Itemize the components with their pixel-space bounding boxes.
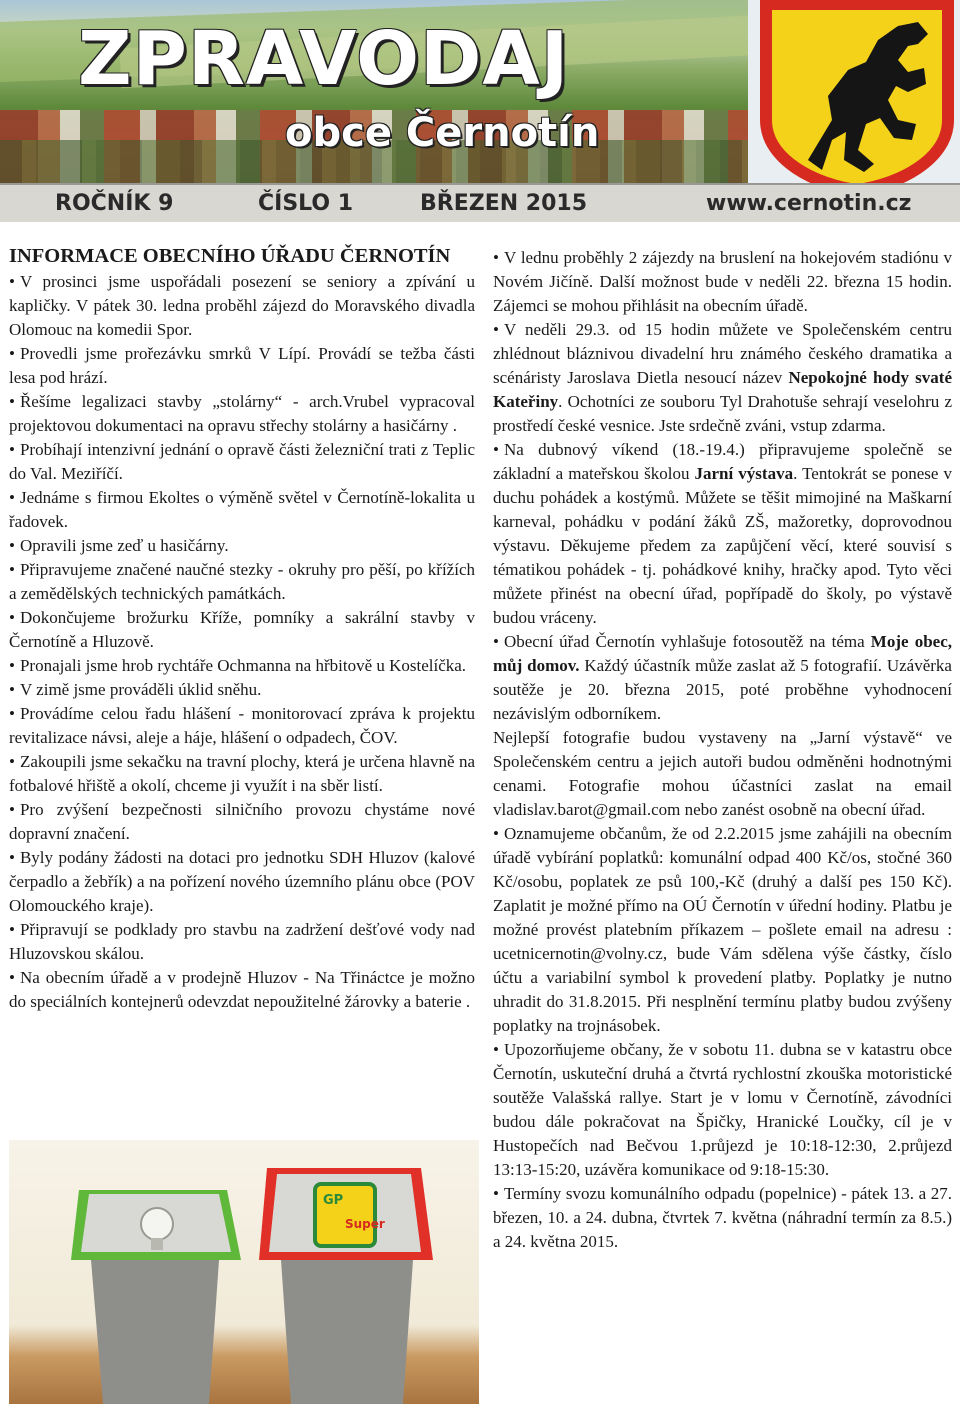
battery-label: Super [345, 1217, 385, 1231]
coat-of-arms-horse-icon [748, 0, 960, 190]
list-item: • Pro zvýšení bezpečnosti silničního provozu chystáme nové dopravní značení. [9, 800, 475, 843]
exhibition-title: Jarní výstava [694, 464, 794, 483]
list-item: • Jednáme s firmou Ekoltes o výměně světel v Černotíně-lokalita u řadovek. [9, 488, 475, 531]
issue-info-bar [0, 183, 960, 222]
list-item: • Zakoupili jsme sekačku na travní plochy, která je určena hlavně na fotbalové hřiště a okolí, chceme ji využít i na sběr listí. [9, 752, 475, 795]
masthead-banner [0, 0, 960, 222]
left-column [9, 244, 475, 1014]
list-item: • Dokončujeme brožurku Kříže, pomníky a sakrální stavby v Černotíně a Hluzově. [9, 608, 475, 651]
list-item: • Opravili jsme zeď u hasičárny. [9, 536, 229, 555]
battery-brand: GP [323, 1193, 344, 1208]
list-item: • Termíny svozu komunálního odpadu (popelnice) - pátek 13. a 27. březen, 10. a 24. dubna, čtvrtek 7. května (náhradní termín za 8.5.) a 24. května 2015. [493, 1184, 952, 1251]
list-item: • Provádíme celou řadu hlášení - monitorovací zpráva k projektu revitalizace návsi, aleje a háje, hlášení o odpadech, ČOV. [9, 704, 475, 747]
list-item: • V lednu proběhly 2 zájezdy na bruslení na hokejovém stadiónu v Novém Jičíně. Další možnost bude v neděli 22. března 15 hodin. Zájemci se mohou přihlásit na obecním úřadě. [493, 248, 952, 315]
list-item: • Provedli jsme prořezávku smrků V Lípí. Provádí se težba části lesa pod hrází. [9, 344, 475, 387]
section-heading: INFORMACE OBECNÍHO ÚŘADU ČERNOTÍN [9, 245, 451, 267]
list-item: • V neděli 29.3. od 15 hodin můžete ve Společenském centru zhlédnout bláznivou divadelní hru známého českého dramatika a scénáristy Jaroslava Dietla nesoucí název Nepokojné hody svaté Kateřiny. Ochotníci ze souboru Tyl Drahotuše sehrají veselohru z prostředí české vesnice. Jste srdečně zváni, vstup zdarma. [493, 320, 952, 435]
list-item: • Oznamujeme občanům, že od 2.2.2015 jsme zahájili na obecním úřadě vybírání poplatků: komunální odpad 400 Kč/os, stočné 360 Kč/osobu, poplatek ze psů 100,-Kč (druhý a další pes 150 Kč). Zaplatit je možné přímo na OÚ Černotín v úřední hodiny. Platbu je možné provést platebním příkazem – pošlete email na adresu : ucetnicernotin@volny.cz, bude Vám sdělena výše částky, číslo účtu a variabilní symbol k provedení platby. Poplatky je nutno uhradit do 31.8.2015. Při nesplnění termínu platby budou zvýšeny poplatky na trojnásobek. [493, 824, 952, 1035]
issue-date-label: BŘEZEN 2015 [420, 191, 588, 216]
issue-number-label: ČÍSLO 1 [258, 191, 354, 216]
list-item: • V zimě jsme prováděli úklid sněhu. [9, 680, 262, 699]
list-item: • Obecní úřad Černotín vyhlašuje fotosoutěž na téma Moje obec, můj domov. Každý účastník může zaslat až 5 fotografií. Uzávěrka soutěže je 20. března 2015, poté proběhne vyhodnocení nezávislým odborníkem. [493, 632, 952, 723]
newsletter-subtitle: obce Černotín [285, 110, 600, 156]
list-item: • Řešíme legalizaci stavby „stolárny“ - arch.Vrubel vypracoval projektovou dokumentaci na opravu střechy stolárny a hasičárny . [9, 392, 475, 435]
list-item: • Probíhají intenzivní jednání o opravě části železniční trati z Teplic do Val. Meziříčí. [9, 440, 475, 483]
list-item: • Upozorňujeme občany, že v sobotu 11. dubna se v katastru obce Černotín, uskuteční druhá a čtvrtá rychlostní zkouška motoristické soutěže Valašská rallye. Start je v lomu v Černotíně, závodníci budou dále pokračovat na Špičky, Hranické Loučky, cíl je v Hustopečích nad Bečvou 1.průjezd je 10:18-12:30, 2.průjezd 13:13-15:20, uzávěra komunikace od 9:18-15:30. [493, 1040, 952, 1179]
list-item: • Pronajali jsme hrob rychtáře Ochmanna na hřbitově u Kostelíčka. [9, 656, 467, 675]
photo-contest-theme: Moje obec, můj domov. [493, 632, 952, 675]
list-item: • Připravujeme značené naučné stezky - okruhy pro pěší, po křížích a zemědělských technických památkách. [9, 560, 475, 603]
recycling-bins-photo [9, 1140, 479, 1404]
list-item: • V prosinci jsme uspořádali posezení se seniory a zpívání u kapličky. V pátek 30. ledna proběhl zájezd do Moravského divadla Olomouc na komedii Spor. [9, 272, 475, 339]
website-link[interactable]: www.cernotin.cz [706, 191, 912, 216]
light-bulb-base-icon [151, 1238, 163, 1250]
list-item: • Byly podány žádosti na dotaci pro jednotku SDH Hluzov (kalové čerpadlo a žebřík) a na pořízení nového územního plánu obce (POV Olomouckého kraje). [9, 848, 475, 915]
newsletter-title: ZPRAVODAJ [78, 16, 570, 102]
volume-label: ROČNÍK 9 [55, 191, 174, 216]
battery-recycling-bin [259, 1168, 433, 1404]
bulb-recycling-bin [71, 1190, 241, 1404]
list-item: • Na obecním úřadě a v prodejně Hluzov - Na Třináctce je možno do speciálních kontejnerů odevzdat nepoužitelné žárovky a baterie . [9, 968, 475, 1011]
list-item: • Připravují se podklady pro stavbu na zadržení dešťové vody nad Hluzovskou skálou. [9, 920, 475, 963]
right-column [493, 246, 952, 1254]
light-bulb-icon [141, 1208, 173, 1240]
paragraph: Nejlepší fotografie budou vystaveny na „Jarní výstavě“ ve Společenském centru a jejich autoři budou odměněni hodnotnými cenami. Fotografie mohou účastníci zaslat na email vladislav.barot@gmail.com nebo zanést osobně na obecní úřad. [493, 728, 952, 819]
list-item: • Na dubnový víkend (18.-19.4.) připravujeme společně se základní a mateřskou školou Jarní výstava. Tentokrát se ponese v duchu pohádek a kostýmů. Můžete se těšit mimojiné na Maškarní karneval, pohádku v podání žáků ZŠ, mažoretky, doprovodnou výstavu. Děkujeme předem za zapůjčení věcí, které souvisí s tématikou pohádek - tj. pohádkové knihy, hračky apod. Tyto věci můžete přinést na obecní úřad, popřípadě do školy, po výstavě budou vráceny. [493, 440, 953, 627]
theatre-play-title: Nepokojné hody svaté Kateřiny [493, 368, 952, 411]
